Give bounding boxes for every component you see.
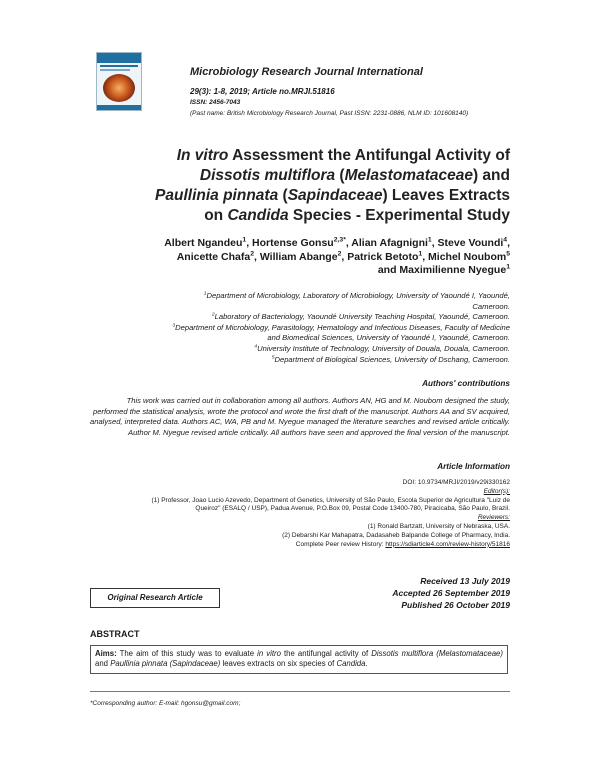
cover-title-line: [100, 65, 138, 67]
footnote-divider: [90, 691, 510, 692]
journal-name: Microbiology Research Journal International: [190, 66, 423, 78]
affiliation: $^4$University Institute of Technology, University of Douala, Douala, Cameroon.: [254, 343, 510, 353]
cover-header-band: [97, 53, 141, 63]
author: Alian Afagnigni: [351, 237, 428, 249]
author: Hortense Gonsu: [252, 237, 334, 249]
journal-issn: ISSN: 2456-7043: [190, 99, 241, 106]
author: Albert Ngandeu: [164, 237, 243, 249]
review-history-link[interactable]: https://sdiarticle4.com/review-history/51816: [385, 540, 510, 548]
affiliation: $^1$Department of Microbiology, Laboratory of Microbiology, University of Yaoundé I, Yaoundé,: [203, 291, 510, 300]
reviewer: (1) Ronald Bartzatt, University of Nebraska, USA.: [367, 522, 510, 530]
corresponding-author: *Corresponding author: E-mail: hgonsu@gmail.com;: [90, 700, 241, 707]
review-history: Complete Peer review History: https://sdiarticle4.com/review-history/51816: [295, 540, 510, 548]
author-list: Albert Ngandeu$^1$, Hortense Gonsu$^{2,3*}$, Alian Afagnigni$^1$, Steve Voundi$^4$, Anicette Chafa$^2$, William Abange$^2$, Patrick Betoto$^1$, Michel Noubom$^5$ and Maximilienne Nyegue$^1$: [164, 236, 510, 276]
article-dates: [300, 576, 510, 611]
accepted-date: Accepted 26 September 2019: [392, 587, 510, 598]
contributions-heading: Authors' contributions: [422, 379, 510, 388]
affiliation: $^5$Department of Biological Sciences, University of Dschang, Cameroon.: [271, 354, 510, 364]
abstract-heading: ABSTRACT: [90, 629, 140, 639]
journal-former-name: (Past name: British Microbiology Research Journal, Past ISSN: 2231-0886, NLM ID: 101608140): [190, 110, 469, 117]
cover-footer-band: [97, 105, 141, 110]
author: Maximilienne Nyegue: [399, 264, 507, 276]
contributions-text: This work was carried out in collaboration among all authors. Authors AN, HG and M. Noubom designed the study, performed the statistical analysis, wrote the protocol and wrote the first draft of the manuscript. Authors AA and SV acquired, analysed, interpreted data. Authors AC, WA, PB and M. Nyegue managed the literature searches and revised article critically. Author M. Nyegue revised article critically. All authors have seen and approved the final version of the manuscript.: [90, 396, 510, 437]
affiliation: $^3$Department of Microbiology, Parasitology, Hematology and Infectious Diseases, Faculty of Medicine: [172, 322, 510, 332]
affiliation-continued: Cameroon.: [472, 301, 510, 311]
cover-subtitle-line: [100, 69, 130, 71]
affiliations: [90, 291, 510, 365]
author: Michel Noubom: [428, 250, 507, 263]
editors-label: Editor(s):: [483, 487, 510, 495]
article-info: [90, 479, 510, 549]
editor: (1) Professor, Joao Lucio Azevedo, Department of Genetics, University of São Paulo, Escola Superior de Agricultura "Luiz de: [151, 496, 510, 504]
author: William Abange: [259, 250, 338, 263]
published-date: Published 26 October 2019: [401, 599, 510, 610]
editor-continued: Queiroz" (ESALQ / USP), Padua Avenue, P.O.Box 09, Postal Code 13400-780, Piracicaba, São Paulo, Brazil.: [195, 505, 510, 513]
article-type-badge: Original Research Article: [90, 588, 220, 608]
reviewer: (2) Debarshi Kar Mahapatra, Dadasaheb Balpande College of Pharmacy, India.: [282, 531, 510, 539]
author: Anicette Chafa: [176, 250, 251, 263]
affiliation: $^2$Laboratory of Bacteriology, Yaoundé University Teaching Hospital, Yaoundé, Cameroon.: [211, 312, 510, 322]
journal-cover-thumbnail: [96, 52, 142, 111]
author: Steve Voundi: [437, 237, 504, 249]
cover-image: [103, 74, 135, 102]
author: Patrick Betoto: [347, 250, 419, 263]
abstract-aims: Aims: The aim of this study was to evaluate in vitro the antifungal activity of Dissotis multiflora (Melastomataceae) and Paullinia pinnata (Sapindaceae) leaves extracts on six species of Candida.: [90, 645, 508, 674]
article-title: In vitro Assessment the Antifungal Activity of Dissotis multiflora (Melastomataceae) and Paullinia pinnata (Sapindaceae) Leaves Extracts on Candida Species - Experimental Study: [155, 147, 510, 224]
doi: DOI: 10.9734/MRJI/2019/v29i330162: [402, 479, 510, 486]
article-info-heading: Article Information: [437, 462, 510, 471]
received-date: Received 13 July 2019: [420, 576, 510, 586]
journal-issue: 29(3): 1-8, 2019; Article no.MRJI.51816: [190, 87, 335, 96]
affiliation-continued: and Biomedical Sciences, University of Yaoundé I, Yaoundé, Cameroon.: [267, 333, 510, 343]
reviewers-label: Reviewers:: [477, 514, 510, 522]
